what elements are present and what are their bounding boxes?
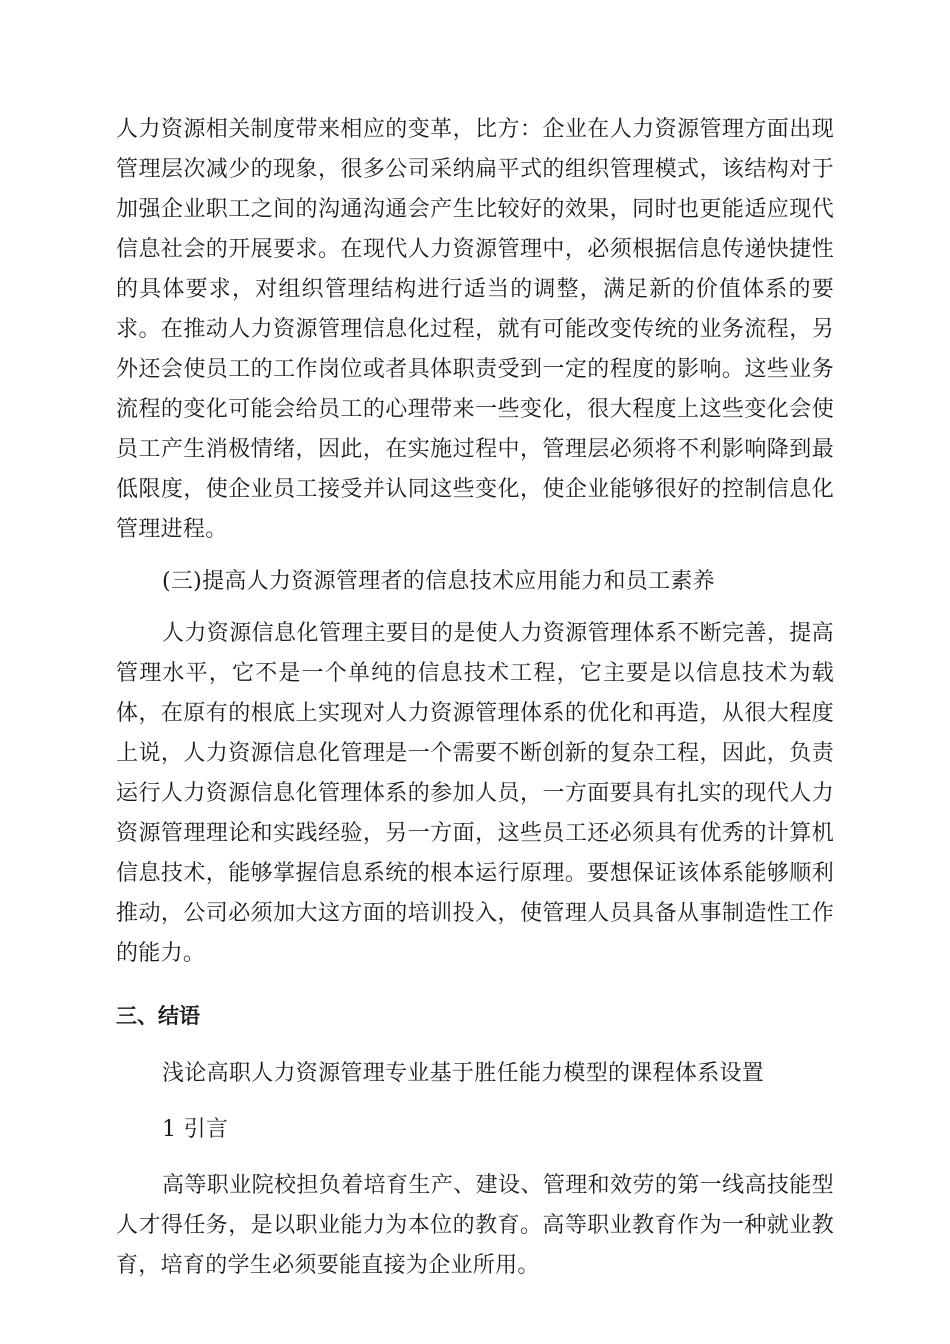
body-paragraph: 人力资源信息化管理主要目的是使人力资源管理体系不断完善，提高管理水平，它不是一个单纯的信息技术工程，它主要是以信息技术为载体，在原有的根底上实现对人力资源管理体系的优化和再造，从很大程度上说，人力资源信息化管理是一个需要不断创新的复杂工程，因此，负责运行人力资源信息化管理体系的参加人员，一方面要具有扎实的现代人力资源管理理论和实践经验，另一方面，这些员工还必须具有优秀的计算机信息技术，能够掌握信息系统的根本运行原理。要想保证该体系能够顺利推动，公司必须加大这方面的培训投入，使管理人员具备从事制造性工作的能力。 (116, 621, 834, 966)
article-title: 浅论高职人力资源管理专业基于胜任能力模型的课程体系设置 (162, 1061, 765, 1086)
body-paragraph: 高等职业院校担负着培育生产、建设、管理和效劳的第一线高技能型人才得任务，是以职业能力为本位的教育。高等职业教育作为一种就业教育，培育的学生必须要能直接为企业所用。 (116, 1173, 834, 1278)
intro-heading: 1 引言 (162, 1117, 229, 1142)
document-page (116, 110, 834, 1286)
body-paragraph: 人力资源相关制度带来相应的变革，比方：企业在人力资源管理方面出现管理层次减少的现象，很多公司采纳扁平式的组织管理模式，该结构对于加强企业职工之间的沟通沟通会产生比较好的效果，同时也更能适应现代信息社会的开展要求。在现代人力资源管理中，必须根据信息传递快捷性的具体要求，对组织管理结构进行适当的调整，满足新的价值体系的要求。在推动人力资源管理信息化过程，就有可能改变传统的业务流程，另外还会使员工的工作岗位或者具体职责受到一定的程度的影响。这些业务流程的变化可能会给员工的心理带来一些变化，很大程度上这些变化会使员工产生消极情绪，因此，在实施过程中，管理层必须将不利影响降到最低限度，使企业员工接受并认同这些变化，使企业能够很好的控制信息化管理进程。 (116, 117, 834, 542)
section-heading: 三、结语 (116, 1004, 200, 1028)
subheading: (三)提高人力资源管理者的信息技术应用能力和员工素养 (162, 569, 715, 594)
